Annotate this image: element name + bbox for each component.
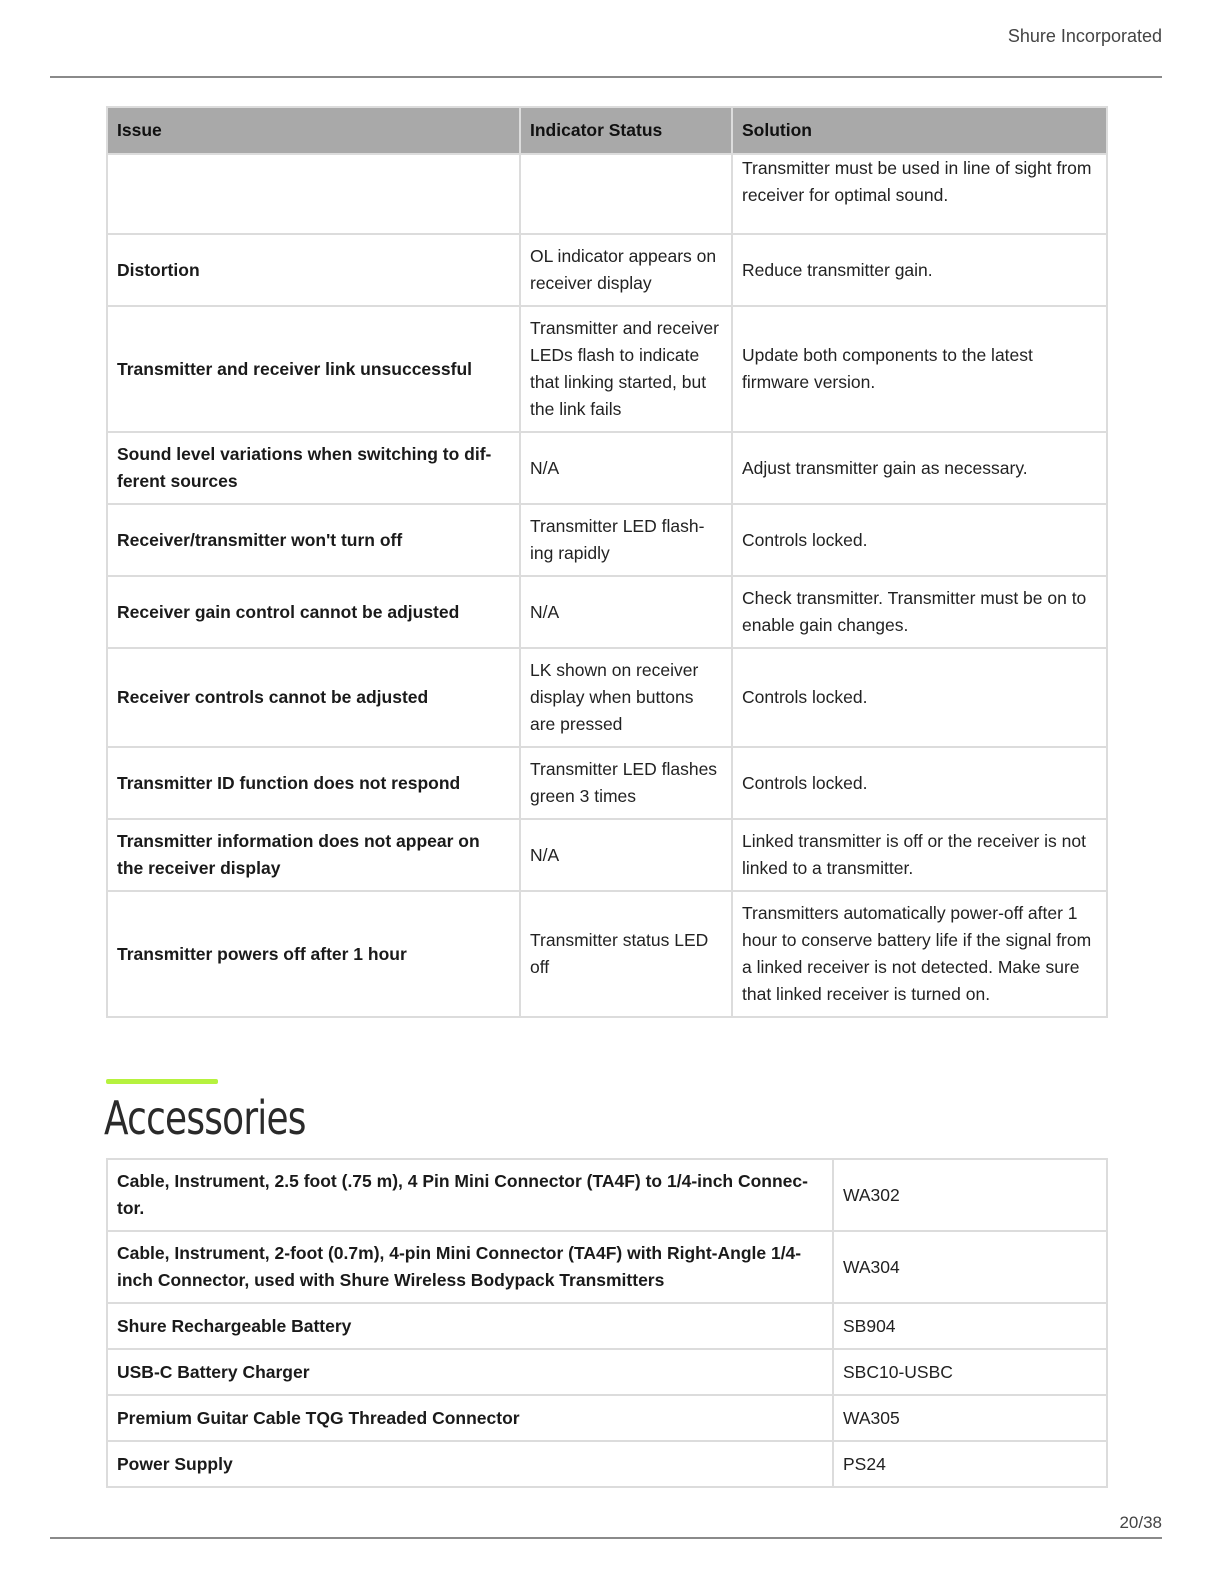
table-row (107, 891, 1107, 1017)
accessory-part-number: SBC10-USBC (833, 1349, 1107, 1395)
issue-cell: Transmitter powers off after 1 hour (107, 891, 520, 1017)
solution-cell: Controls locked. (732, 747, 1107, 819)
accessory-row (107, 1159, 1107, 1231)
accessory-name: USB-C Battery Charger (107, 1349, 833, 1395)
accessory-part-number: SB904 (833, 1303, 1107, 1349)
solution-cell: Reduce transmitter gain. (732, 234, 1107, 306)
accessory-row (107, 1231, 1107, 1303)
accessory-part-number: WA304 (833, 1231, 1107, 1303)
solution-cell: Transmitters automatically power-off after 1 hour to conserve battery life if the signal from a linked receiver is not detected. Make sure that linked receiver is turned on. (732, 891, 1107, 1017)
solution-cell: Update both components to the latest firmware version. (732, 306, 1107, 432)
issue-cell: Receiver controls cannot be adjusted (107, 648, 520, 747)
accessories-heading: Accessories (104, 1091, 306, 1145)
issue-cell: Receiver/transmitter won't turn off (107, 504, 520, 576)
issue-cell: Receiver gain control cannot be adjusted (107, 576, 520, 648)
table-row (107, 747, 1107, 819)
page-number: 20/38 (1119, 1513, 1162, 1532)
column-header-indicator-status: Indicator Status (520, 107, 732, 154)
table-row (107, 234, 1107, 306)
table-header-row (107, 107, 1107, 154)
issue-cell: Sound level variations when switching to different sources (107, 432, 520, 504)
solution-cell: Transmitter must be used in line of sight from receiver for optimal sound. (732, 154, 1107, 234)
issue-cell: Transmitter and receiver link unsuccessful (107, 306, 520, 432)
troubleshooting-table (106, 106, 1108, 1018)
status-cell: N/A (520, 819, 732, 891)
accessory-name: Cable, Instrument, 2.5 foot (.75 m), 4 Pin Mini Connector (TA4F) to 1/4-inch Connector. (107, 1159, 833, 1231)
accessory-row (107, 1303, 1107, 1349)
status-cell (520, 154, 732, 234)
issue-cell: Transmitter ID function does not respond (107, 747, 520, 819)
accessory-name: Power Supply (107, 1441, 833, 1487)
column-header-issue: Issue (107, 107, 520, 154)
status-cell: N/A (520, 576, 732, 648)
issue-cell: Distortion (107, 234, 520, 306)
accessory-row (107, 1395, 1107, 1441)
solution-cell: Controls locked. (732, 648, 1107, 747)
solution-cell: Adjust transmitter gain as necessary. (732, 432, 1107, 504)
accessory-part-number: PS24 (833, 1441, 1107, 1487)
issue-cell (107, 154, 520, 234)
status-cell: Transmitter and receiver LEDs flash to indicate that linking started, but the link fails (520, 306, 732, 432)
status-cell: Transmitter LED flashing rapidly (520, 504, 732, 576)
accessory-part-number: WA302 (833, 1159, 1107, 1231)
accessory-part-number: WA305 (833, 1395, 1107, 1441)
solution-cell: Controls locked. (732, 504, 1107, 576)
accessory-name: Premium Guitar Cable TQG Threaded Connector (107, 1395, 833, 1441)
table-row (107, 432, 1107, 504)
table-row (107, 504, 1107, 576)
accessory-name: Cable, Instrument, 2-foot (0.7m), 4-pin Mini Connector (TA4F) with Right-Angle 1/4-inch Connector, used with Shure Wireless Bodypack Transmitters (107, 1231, 833, 1303)
accessory-row (107, 1441, 1107, 1487)
accessory-row (107, 1349, 1107, 1395)
status-cell: LK shown on receiver display when buttons are pressed (520, 648, 732, 747)
column-header-solution: Solution (732, 107, 1107, 154)
status-cell: OL indicator appears on receiver display (520, 234, 732, 306)
status-cell: Transmitter status LED off (520, 891, 732, 1017)
status-cell: N/A (520, 432, 732, 504)
company-name: Shure Incorporated (1007, 26, 1162, 46)
table-row-continued (107, 154, 1107, 234)
solution-cell: Check transmitter. Transmitter must be on to enable gain changes. (732, 576, 1107, 648)
table-row (107, 576, 1107, 648)
table-row (107, 648, 1107, 747)
accessories-table (106, 1158, 1108, 1488)
table-row (107, 819, 1107, 891)
solution-cell: Linked transmitter is off or the receiver is not linked to a transmitter. (732, 819, 1107, 891)
section-accent-bar (106, 1079, 218, 1084)
issue-cell: Transmitter information does not appear on the receiver display (107, 819, 520, 891)
status-cell: Transmitter LED flashes green 3 times (520, 747, 732, 819)
header-divider (50, 76, 1162, 78)
footer-divider (50, 1537, 1162, 1539)
accessory-name: Shure Rechargeable Battery (107, 1303, 833, 1349)
table-row (107, 306, 1107, 432)
